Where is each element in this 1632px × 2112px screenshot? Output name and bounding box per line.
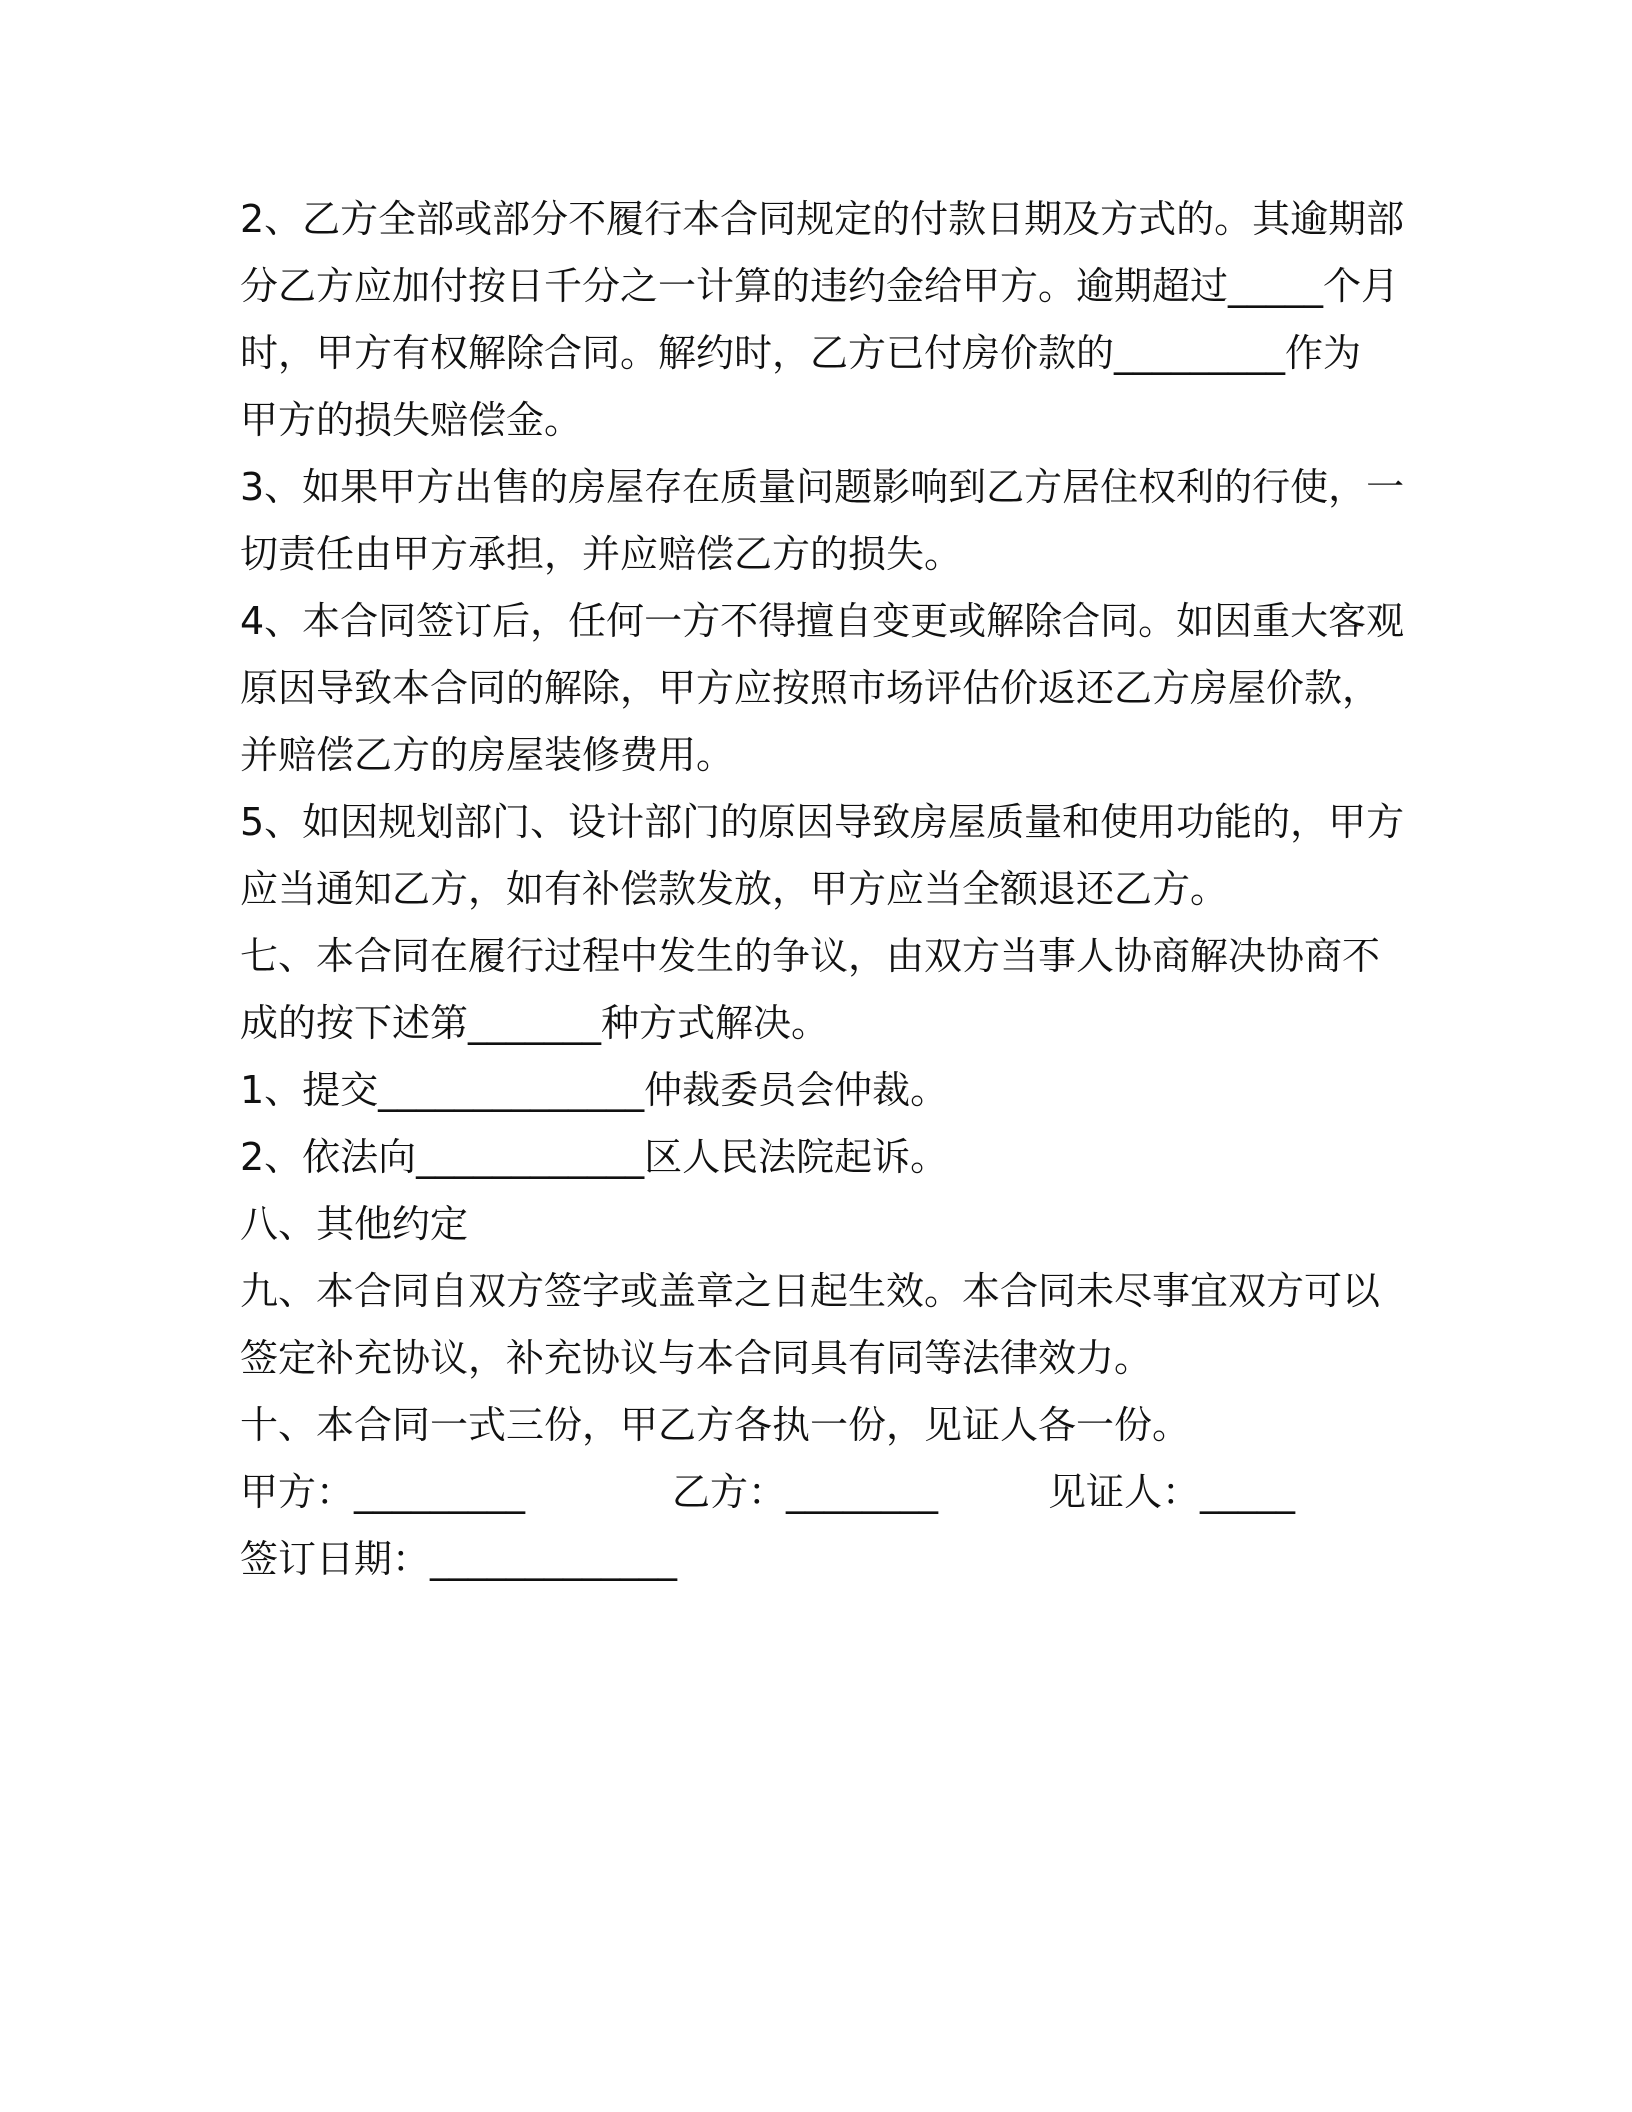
sign-date: 签订日期：_____________ [240, 1537, 678, 1581]
text-line: 并赔偿乙方的房屋装修费用。 [240, 733, 735, 777]
text-line: 5、如因规划部门、设计部门的原因导致房屋质量和使用功能的，甲方 [240, 800, 1405, 844]
text-line: 分乙方应加付按日千分之一计算的违约金给甲方。逾期超过_____个月 [240, 264, 1400, 308]
text-line: 应当通知乙方，如有补偿款发放，甲方应当全额退还乙方。 [240, 867, 1229, 911]
witness-signature: 见证人：_____ [1048, 1470, 1296, 1514]
text-line: 九、本合同自双方签字或盖章之日起生效。本合同未尽事宜双方可以 [240, 1269, 1381, 1313]
text-line: 切责任由甲方承担，并应赔偿乙方的损失。 [240, 532, 963, 576]
text-line: 七、本合同在履行过程中发生的争议，由双方当事人协商解决协商不 [240, 934, 1381, 978]
text-line: 时，甲方有权解除合同。解约时，乙方已付房价款的_________作为 [240, 331, 1362, 375]
text-line: 2、依法向____________区人民法院起诉。 [240, 1135, 949, 1179]
signature-row [240, 1459, 1405, 1526]
text-line: 八、其他约定 [240, 1202, 469, 1246]
text-line: 4、本合同签订后，任何一方不得擅自变更或解除合同。如因重大客观 [240, 599, 1405, 643]
text-line: 十、本合同一式三份，甲乙方各执一份，见证人各一份。 [240, 1403, 1191, 1447]
text-line: 成的按下述第_______种方式解决。 [240, 1001, 830, 1045]
text-line: 签定补充协议，补充协议与本合同具有同等法律效力。 [240, 1336, 1153, 1380]
contract-body [240, 186, 1405, 1593]
text-line: 1、提交______________仲裁委员会仲裁。 [240, 1068, 949, 1112]
text-line: 3、如果甲方出售的房屋存在质量问题影响到乙方居住权利的行使，一 [240, 465, 1405, 509]
party-a-signature: 甲方：_________ [240, 1470, 526, 1514]
party-b-signature: 乙方：________ [672, 1470, 939, 1514]
text-line: 甲方的损失赔偿金。 [240, 398, 583, 442]
text-line: 2、乙方全部或部分不履行本合同规定的付款日期及方式的。其逾期部 [240, 197, 1405, 241]
text-line: 原因导致本合同的解除，甲方应按照市场评估价返还乙方房屋价款， [240, 666, 1381, 710]
